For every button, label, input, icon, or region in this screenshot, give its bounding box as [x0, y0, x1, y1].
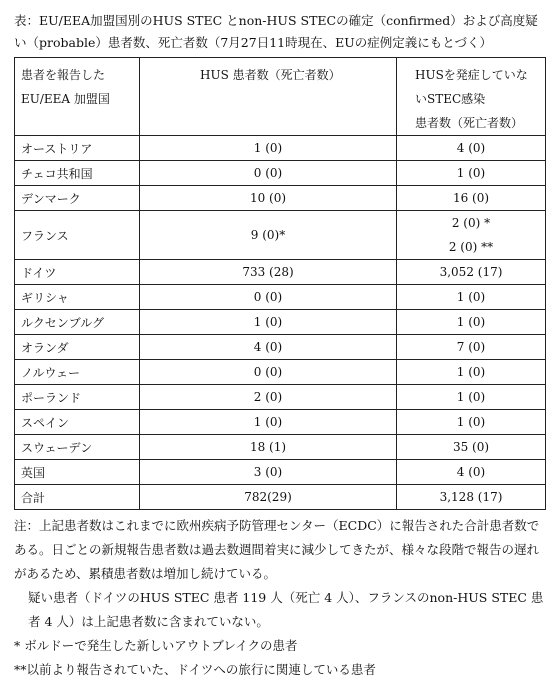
cell-country: デンマーク: [15, 186, 140, 211]
cell-country: オーストリア: [15, 136, 140, 161]
cell-country: ノルウェー: [15, 360, 140, 385]
table-row: [15, 335, 546, 360]
cell-non-hus: [397, 161, 546, 186]
cell-non-hus: [397, 385, 546, 410]
cell-non-hus: [397, 335, 546, 360]
notes-section: [14, 514, 548, 682]
cell-non-hus-value: 35 (0): [452, 440, 490, 454]
cell-hus: [140, 136, 397, 161]
table-row: [15, 285, 546, 310]
cell-hus-value: 18 (1): [249, 440, 287, 454]
cell-hus-value: 4 (0): [253, 340, 283, 354]
cell-hus: [140, 285, 397, 310]
cell-hus-value: 2 (0): [253, 390, 283, 404]
note-star-1: * ボルドーで発生した新しいアウトブレイクの患者: [14, 638, 298, 653]
cell-non-hus: [397, 211, 546, 260]
cell-non-hus-value: 1 (0): [456, 166, 486, 180]
cell-hus-value: 3 (0): [253, 465, 283, 479]
cell-country: ドイツ: [15, 260, 140, 285]
note-star-2: **以前より報告されていた、ドイツへの旅行に関連している患者: [14, 662, 376, 677]
cell-hus-value: 782(29): [244, 490, 292, 504]
cell-non-hus: [397, 410, 546, 435]
header-hus: [140, 58, 397, 136]
cell-hus-value: 10 (0): [249, 191, 287, 205]
cell-non-hus: [397, 360, 546, 385]
table-row: [15, 136, 546, 161]
cell-hus: [140, 460, 397, 485]
cell-country: スペイン: [15, 410, 140, 435]
cell-hus-value: 1 (0): [253, 415, 283, 429]
table-row: [15, 485, 546, 510]
cell-non-hus: [397, 460, 546, 485]
cell-non-hus-value: 1 (0): [456, 365, 486, 379]
cell-non-hus: [397, 285, 546, 310]
cell-hus: [140, 410, 397, 435]
cell-non-hus-value: 4 (0): [456, 465, 486, 479]
cell-country: 合計: [15, 485, 140, 510]
cell-hus: [140, 211, 397, 260]
table-row: [15, 410, 546, 435]
table-row: [15, 385, 546, 410]
table-row: [15, 435, 546, 460]
cell-hus-value: 0 (0): [253, 290, 283, 304]
cell-hus: [140, 260, 397, 285]
cell-country: ギリシャ: [15, 285, 140, 310]
table-row: [15, 211, 546, 260]
cell-non-hus: [397, 186, 546, 211]
header-non-hus-line1: HUSを発症していないSTEC感染: [415, 68, 528, 106]
cell-non-hus-value: 7 (0): [456, 340, 486, 354]
table-row: [15, 161, 546, 186]
note-paragraph-2: 疑い患者（ドイツのHUS STEC 患者 119 人（死亡 4 人）、フランスのnon-HUS STEC 患者 4 人）は上記患者数に含まれていない。: [28, 590, 544, 629]
cell-hus: [140, 161, 397, 186]
cell-non-hus: [397, 136, 546, 161]
note-paragraph-1: 注：上記患者数はこれまでに欧州疾病予防管理センター（ECDC）に報告された合計患者数である。日ごとの新規報告患者数は過去数週間着実に減少してきたが、様々な段階で報告の遅れがあるため、累積患者数は増加し続けている。: [14, 518, 540, 581]
cell-non-hus-value: 4 (0): [456, 141, 486, 155]
cell-country: オランダ: [15, 335, 140, 360]
table-row: [15, 260, 546, 285]
cell-non-hus-value: 1 (0): [456, 315, 486, 329]
hus-stec-table: [14, 57, 546, 510]
cell-country: ルクセンブルグ: [15, 310, 140, 335]
table-row: [15, 360, 546, 385]
header-country: [15, 58, 140, 136]
cell-non-hus-value: 3,128 (17): [439, 490, 503, 504]
cell-non-hus-value: 1 (0): [456, 390, 486, 404]
cell-country: フランス: [15, 211, 140, 260]
cell-country: 英国: [15, 460, 140, 485]
cell-non-hus-value: 3,052 (17): [439, 265, 503, 279]
cell-country: ポーランド: [15, 385, 140, 410]
header-non-hus: [397, 58, 546, 136]
table-row: [15, 460, 546, 485]
table-row: [15, 310, 546, 335]
table-caption: 表：EU/EEA加盟国別のHUS STEC とnon-HUS STECの確定（confirmed）および高度疑い（probable）患者数、死亡者数（7月27日11時現在、EUの症例定義にもとづく）: [14, 13, 538, 50]
cell-hus: [140, 310, 397, 335]
cell-non-hus-value: 2 (0) *: [451, 216, 491, 230]
cell-hus-value: 1 (0): [253, 141, 283, 155]
header-hus-text: HUS 患者数（死亡者数）: [200, 68, 341, 82]
cell-non-hus: [397, 435, 546, 460]
cell-hus: [140, 385, 397, 410]
table-header-row: [15, 58, 546, 136]
cell-non-hus-value: 1 (0): [456, 290, 486, 304]
cell-non-hus: [397, 485, 546, 510]
cell-hus-value: 733 (28): [242, 265, 294, 279]
table-body: [15, 136, 546, 510]
cell-hus-value: 0 (0): [253, 365, 283, 379]
cell-non-hus-value: 2 (0) **: [448, 240, 494, 254]
cell-country: チェコ共和国: [15, 161, 140, 186]
header-non-hus-line2: 患者数（死亡者数）: [415, 116, 524, 130]
cell-hus: [140, 435, 397, 460]
cell-non-hus-value: 1 (0): [456, 415, 486, 429]
cell-hus: [140, 485, 397, 510]
header-country-line2: EU/EEA 加盟国: [21, 92, 110, 106]
cell-country: スウェーデン: [15, 435, 140, 460]
cell-non-hus: [397, 310, 546, 335]
cell-hus-value: 9 (0)*: [250, 228, 286, 242]
cell-non-hus-value: 16 (0): [452, 191, 490, 205]
cell-hus: [140, 186, 397, 211]
cell-hus-value: 0 (0): [253, 166, 283, 180]
cell-hus: [140, 360, 397, 385]
table-row: [15, 186, 546, 211]
header-country-line1: 患者を報告した: [21, 68, 106, 82]
cell-non-hus: [397, 260, 546, 285]
cell-hus-value: 1 (0): [253, 315, 283, 329]
cell-hus: [140, 335, 397, 360]
